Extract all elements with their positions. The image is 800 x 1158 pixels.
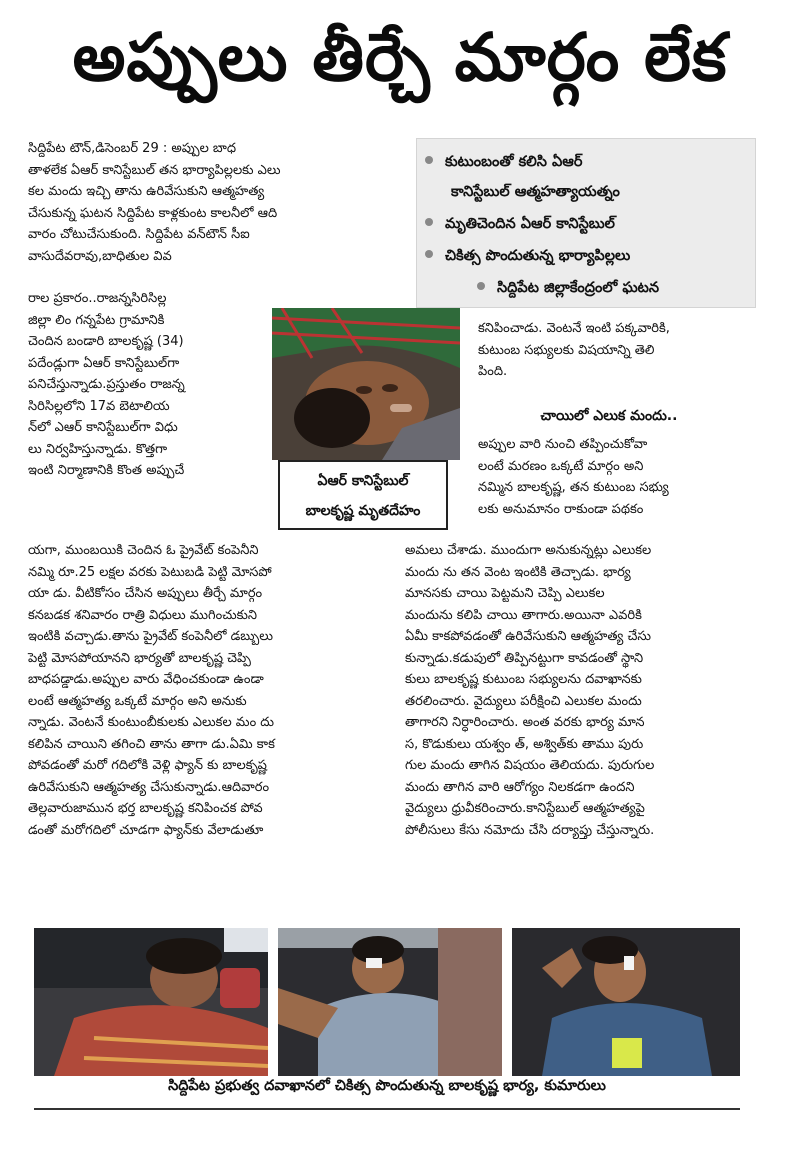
article-paragraph-2: రాల ప్రకారం..రాజన్నసిరిసిల్ల జిల్లా లిం గన్నపేట గ్రామానికి చెందిన బండారి బాలకృష్ణ (34) పదేండ్లుగా ఏఆర్ కానిస్టేబుల్‌గా పనిచేస్తున్నాడు.ప్రస్తుతం రాజన్న సిరిసిల్లలోని 17వ బెటాలియ న్‌లో ఎఆర్ కానిస్టేబుల్‌గా విధు లు నిర్వహిస్తున్నాడు. కొత్తగా ఇంటి నిర్మాణానికి కొంత అప్పుచే <box>28 291 185 478</box>
sub-heading: చాయిలో ఎలుక మందు.. <box>540 408 678 424</box>
article-paragraph-5: అప్పుల వారి నుంచి తప్పించుకోవా లంటే మరణం ఒక్కటే మార్గం అని నమ్మిన బాలకృష్ణ, తన కుటుంబ సభ్యు లకు అనుమానం రాకుండా పథకం <box>478 437 669 517</box>
bullet-icon <box>425 250 433 258</box>
highlight-item: కానిస్టేబుల్ ఆత్మహత్యాయత్నం <box>451 184 620 200</box>
highlight-item: మృతిచెందిన ఏఆర్ కానిస్టేబుల్ <box>425 213 615 235</box>
bullet-icon <box>425 156 433 164</box>
article-paragraph-3: యగా, ముంబయికి చెందిన ఓ ప్రైవేట్ కంపెనీని నమ్మి రూ.25 లక్షల వరకు పెటుబడి పెట్టి మోసపో యా డు. వీటికోసం చేసిన అప్పులు తీర్చే మార్గం కనబడక శనివారం రాత్రి విధులు ముగించుకుని ఇంటికి వచ్చాడు.తాను ప్రైవేట్ కంపెనీలో డబ్బులు పెట్టి మోసపోయానని భార్యతో బాలకృష్ణ చెప్పి బాధపడ్డాడు.అప్పుల వారు వేధించకుండా ఉండా లంటే ఆత్మహత్య ఒక్కటే మార్గం అని అనుకు న్నాడు. వెంటనే కుంటుంబీకులకు ఎలుకల మం దు కలిపిన చాయిని తగించి తాను తాగా డు.ఏమి కాక పోవడంతో మరో గదిలోకి వెళ్లి ఫ్యాన్ కు బాలకృష్ణ ఉరివేసుకుని ఆత్మహత్య చేసుకున్నాడు.ఆదివారం తెల్లవారుజామున భర్త బాలకృష్ణ కనిపించక పోవ డంతో మరోగదిలో చూడగా ఫ్యాన్‌కు వేలాడుతూ <box>28 543 275 838</box>
son-photo-2 <box>512 928 740 1076</box>
highlights-box <box>416 138 756 308</box>
bullet-icon <box>425 218 433 226</box>
highlight-item: సిద్దిపేట జిల్లాకేంద్రంలో ఘటన <box>477 277 659 299</box>
highlight-item: చికిత్స పొందుతున్న భార్యాపిల్లలు <box>425 245 630 267</box>
bottom-caption: సిద్దిపేట ప్రభుత్వ దవాఖానలో చికిత్స పొందుతున్న బాలకృష్ణ భార్య, కుమారులు <box>34 1078 740 1110</box>
headline: అప్పులు తీర్చే మార్గం లేక <box>72 19 728 96</box>
son-photo-1 <box>278 928 502 1076</box>
article-paragraph-1: సిద్దిపేట టౌన్,డిసెంబర్ 29 : అప్పుల బాధ తాళలేక ఏఆర్ కానిస్టేబుల్ తన భార్యాపిల్లలకు ఎలు కల మందు ఇచ్చి తాను ఉరివేసుకుని ఆత్మహత్య చేసుకున్న ఘటన సిద్దిపేట కాళ్లకుంట కాలనీలో ఆది వారం చోటుచేసుకుంది. సిద్దిపేట వన్‌టౌన్ సీఐ వాసుదేవరావు,బాధితుల వివ <box>28 141 281 264</box>
constable-photo <box>272 308 460 460</box>
wife-photo <box>34 928 268 1076</box>
highlight-item: కుటుంబంతో కలిసి ఏఆర్ <box>425 151 582 173</box>
article-paragraph-6: అమలు చేశాడు. ముందుగా అనుకున్నట్లు ఎలుకల మందు ను తన వెంట ఇంటికి తెచ్చాడు. భార్య మానసకు చాయి పెట్టమని చెప్పి ఎలుకల మందును కలిపి చాయి తాగారు.అయినా ఎవరికి ఏమీ కాకపోవడంతో ఉరివేసుకుని ఆత్మహత్య చేసు కున్నాడు.కడుపులో తిప్పినట్టుగా కావడంతో స్థాని కులు బాలకృష్ణ కుటుంబ సభ్యులను దవాఖానకు తరలించారు. వైద్యులు పరీక్షించి ఎలుకల మందు తాగారని నిర్ధారించారు. అంత వరకు భార్య మాన స, కొడుకులు యశ్వం త్, అశ్విత్‌కు తాము పురు గుల మందు తాగిన విషయం తెలియదు. పురుగుల మందు తాగిన వారి ఆరోగ్యం నిలకడగా ఉందని వైద్యులు ధ్రువీకరించారు.కానిస్టేబుల్ ఆత్మహత్యపై పోలీసులు కేసు నమోదు చేసి దర్యాప్తు చేస్తున్నారు. <box>405 543 655 838</box>
article-paragraph-4: కనిపించాడు. వెంటనే ఇంటి పక్కవారికి, కుటుంబ సభ్యులకు విషయాన్ని తెలి పింది. <box>478 321 670 379</box>
bullet-icon <box>477 282 485 290</box>
photo-caption: ఏఆర్ కానిస్టేబుల్ బాలకృష్ణ మృతదేహం <box>278 460 448 530</box>
